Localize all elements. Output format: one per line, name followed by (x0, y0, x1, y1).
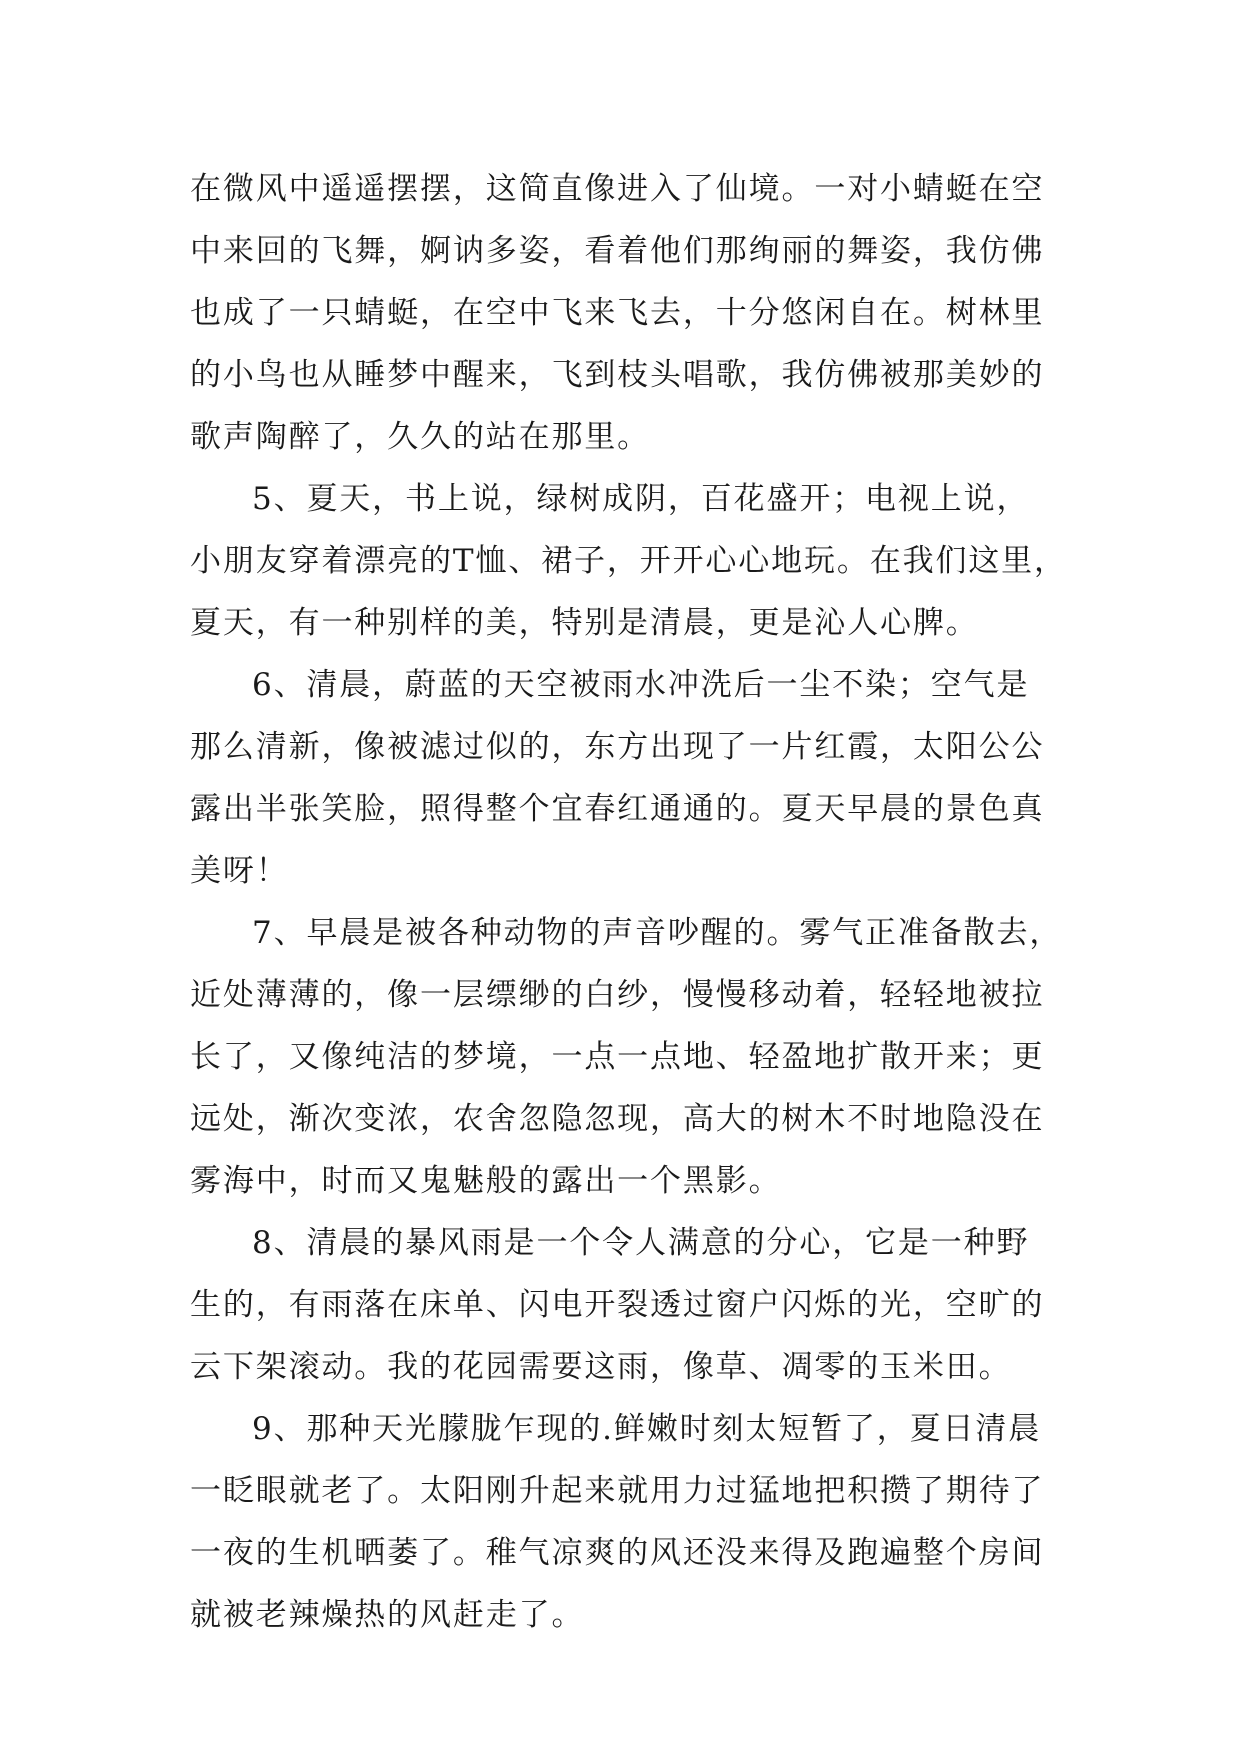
text-line: 美呀！ (190, 853, 289, 889)
text-line: 生的，有雨落在床单、闪电开裂透过窗户闪烁的光，空旷的 (190, 1287, 1045, 1323)
paragraph-6-first-line: 6、清晨，蔚蓝的天空被雨水冲洗后一尘不染；空气是 (252, 667, 1030, 703)
text-line: 中来回的飞舞，婀讷多姿，看着他们那绚丽的舞姿，我仿佛 (190, 233, 1045, 269)
text-line: 那么清新，像被滤过似的，东方出现了一片红霞，太阳公公 (190, 729, 1045, 765)
text-line: 雾海中，时而又鬼魅般的露出一个黑影。 (190, 1163, 782, 1199)
document-body (190, 158, 1067, 1646)
text-line: 的小鸟也从睡梦中醒来，飞到枝头唱歌，我仿佛被那美妙的 (190, 357, 1045, 393)
text-line: 远处，渐次变浓，农舍忽隐忽现，高大的树木不时地隐没在 (190, 1101, 1045, 1137)
text-line: 歌声陶醉了，久久的站在那里。 (190, 419, 651, 455)
paragraph-8-first-line: 8、清晨的暴风雨是一个令人满意的分心，它是一种野 (252, 1225, 1030, 1261)
text-line: 夏天，有一种别样的美，特别是清晨，更是沁人心脾。 (190, 605, 979, 641)
text-line: 小朋友穿着漂亮的T恤、裙子，开开心心地玩。在我们这里， (190, 543, 1067, 579)
text-line: 近处薄薄的，像一层缥缈的白纱，慢慢移动着，轻轻地被拉 (190, 977, 1045, 1013)
text-line: 在微风中遥遥摆摆，这简直像进入了仙境。一对小蜻蜓在空 (190, 171, 1045, 207)
paragraph-9-first-line: 9、那种天光朦胧乍现的.鲜嫩时刻太短暂了，夏日清晨 (252, 1411, 1042, 1447)
text-line: 就被老辣燥热的风赶走了。 (190, 1597, 585, 1633)
text-line: 云下架滚动。我的花园需要这雨，像草、凋零的玉米田。 (190, 1349, 1012, 1385)
text-line: 一夜的生机晒萎了。稚气凉爽的风还没来得及跑遍整个房间 (190, 1535, 1045, 1571)
text-line: 也成了一只蜻蜓，在空中飞来飞去，十分悠闲自在。树林里 (190, 295, 1045, 331)
text-line: 露出半张笑脸，照得整个宜春红通通的。夏天早晨的景色真 (190, 791, 1045, 827)
paragraph-7-first-line: 7、早晨是被各种动物的声音吵醒的。雾气正准备散去， (252, 915, 1063, 951)
text-line: 长了，又像纯洁的梦境，一点一点地、轻盈地扩散开来；更 (190, 1039, 1045, 1075)
text-line: 一眨眼就老了。太阳刚升起来就用力过猛地把积攒了期待了 (190, 1473, 1045, 1509)
paragraph-5-first-line: 5、夏天，书上说，绿树成阴，百花盛开；电视上说， (252, 481, 1030, 517)
